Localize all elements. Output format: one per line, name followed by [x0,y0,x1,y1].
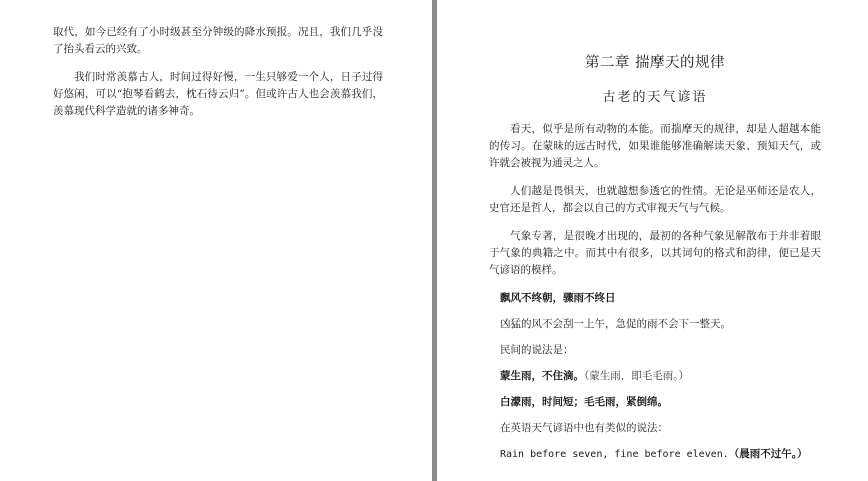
english-proverb [489,446,821,463]
english-proverb-note: （晨雨不过午。） [728,448,808,460]
proverb-3: 白濛雨，时间短；毛毛雨，紧倒绵。 [500,396,668,408]
left-page [0,0,432,481]
section-title: 古老的天气谚语 [602,90,708,105]
proverb-1: 飘风不终朝，骤雨不终日 [500,292,616,304]
proverb-2 [489,368,821,385]
folk-saying-intro: 民间的说法是： [500,344,574,356]
proverb-2-note: （蒙生雨，即毛毛雨。） [584,370,689,382]
left-page-content [53,24,383,120]
right-paragraph-2: 人们越是畏惧天，也就越想参透它的性情。无论是巫师还是农人，史官还是哲人，都会以自己的方式审视天气与气候。 [489,185,821,214]
english-proverb-text: Rain before seven, fine before eleven. [500,449,729,460]
english-proverb-intro: 在英语天气谚语中也有类似的说法： [500,422,668,434]
chapter-title: 第二章 揣摩天的规律 [584,55,726,71]
proverb-2-text: 蒙生雨，不住滴。 [500,370,584,382]
left-paragraph-2: 我们时常羡慕古人，时间过得好慢，一生只够爱一个人，日子过得好悠闲，可以“抱琴看鹤去，枕石待云归”。但或许古人也会羡慕我们，羡慕现代科学造就的诸多神奇。 [53,71,383,117]
left-paragraph-1: 取代，如今已经有了小时级甚至分钟级的降水预报。况且，我们几乎没了抬头看云的兴致。 [53,26,383,55]
right-page-content [489,0,821,472]
proverb-1-explanation: 凶猛的风不会刮一上午，急促的雨不会下一整天。 [500,318,731,330]
right-paragraph-1: 看天，似乎是所有动物的本能。而揣摩天的规律，却是人超越本能的传习。在蒙昧的远古时代，如果谁能够准确解读天象、预知天气，或许就会被视为通灵之人。 [489,123,821,169]
right-page [437,0,868,481]
right-paragraph-3: 气象专著，是很晚才出现的，最初的各种气象见解散布于并非着眼于气象的典籍之中。而其中有很多，以其词句的格式和韵律，便已是天气谚语的模样。 [489,230,821,276]
